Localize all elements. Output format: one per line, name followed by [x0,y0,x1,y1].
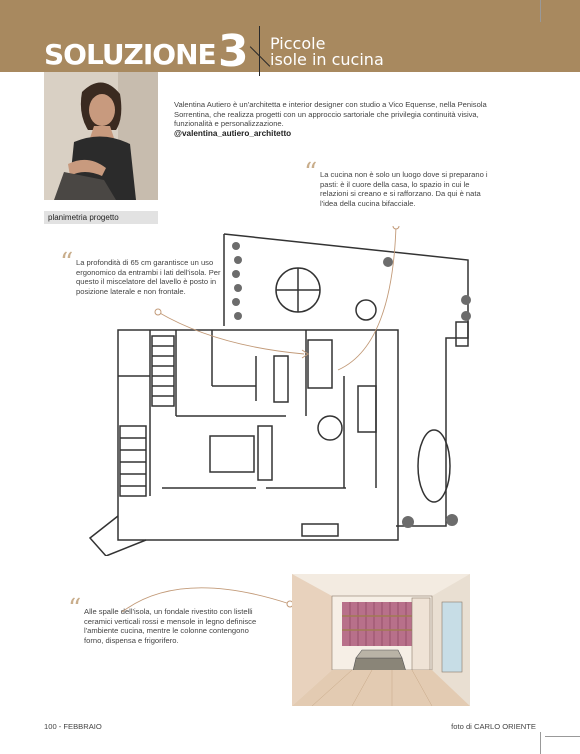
portrait-illustration [44,72,158,200]
crop-mark [540,732,541,754]
kitchen-sketch [292,574,470,706]
quote-island-depth: La profondità di 65 cm garantisce un uso ergonomico da entrambi i lati dell'isola. Per questo il miscelatore del lavello è posto in posizione laterale e non frontale. [76,258,221,296]
crop-mark [545,736,580,737]
architect-portrait [44,72,158,200]
section-subtitle [270,36,384,68]
subtitle-line-1: Piccole [270,34,326,53]
page-number: 100 - FEBBRAIO [44,722,102,731]
sketch-connector [120,560,300,620]
bio-text: Valentina Autiero è un'architetta e interior designer con studio a Vico Equense, nella Penisola Sorrentina, che realizza progetti con un approccio sartoriale che privilegia continuità visiva, funzionalità e personalizzazione. [174,100,487,128]
plan-label: planimetria progetto [44,211,158,224]
photo-credit: foto di CARLO ORIENTE [451,722,536,731]
quote-kitchen-heart: La cucina non è solo un luogo dove si preparano i pasti: è il cuore della casa, lo spazio in cui le relazioni si creano e si rafforzano. Da qui è nata l'idea della cucina bifacciale. [320,170,488,208]
kitchen-sketch-drawing [292,574,470,706]
quote-mark: “ [60,248,74,278]
architect-bio [174,100,514,138]
section-number: 3 [218,26,249,77]
quote-mark: “ [304,158,318,188]
crop-mark [540,0,541,22]
quote-backdrop: Alle spalle dell'isola, un fondale rivestito con listelli ceramici verticali rossi e mensole in legno definisce l'ambiente cucina, mentre le colonne contengono forno, dispensa e frigorifero. [84,607,257,645]
instagram-handle: @valentina_autiero_architetto [174,128,292,138]
quote-mark: “ [68,594,82,624]
section-title: SOLUZIONE [44,38,216,71]
title-divider [259,26,260,76]
subtitle-line-2: isole in cucina [270,50,384,69]
